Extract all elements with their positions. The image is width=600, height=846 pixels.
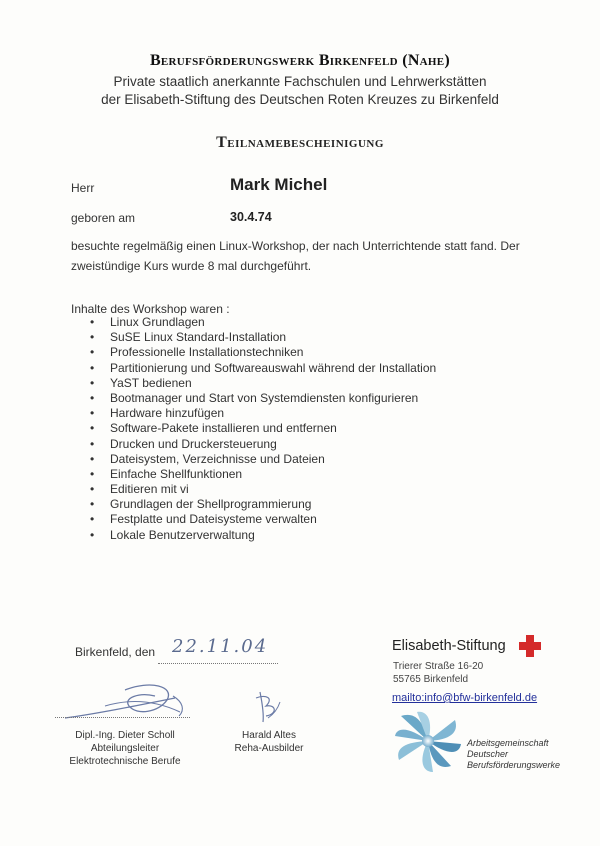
- topics-intro: Inhalte des Workshop waren :: [71, 302, 230, 316]
- handwritten-date: 22.11.04: [172, 636, 269, 657]
- signature-line-1: [55, 717, 190, 718]
- topic-item: • Festplatte und Dateisysteme verwalten: [90, 512, 436, 527]
- topic-item: • Lokale Benutzerverwaltung: [90, 528, 436, 543]
- signature-scholl: [55, 676, 195, 726]
- ag-line-1: Arbeitsgemeinschaft: [467, 738, 549, 748]
- topic-item: • Bootmanager und Start von Systemdiensten konfigurieren: [90, 391, 436, 406]
- signer1-name: Dipl.-Ing. Dieter Scholl: [75, 730, 175, 741]
- institution-email-link[interactable]: mailto:info@bfw-birkenfeld.de: [392, 692, 538, 704]
- ag-line-3: Berufsförderungswerke: [467, 760, 561, 770]
- topic-item: • SuSE Linux Standard-Installation: [90, 330, 436, 345]
- attendance-paragraph: besuchte regelmäßig einen Linux-Workshop, der nach Unterrichtende statt fand. Der zweistündige Kurs wurde 8 mal durchgeführt.: [71, 239, 520, 273]
- topic-item: • Linux Grundlagen: [90, 315, 436, 330]
- salutation-label: Herr: [71, 181, 95, 195]
- date-line: [158, 663, 278, 664]
- signer2-name: Harald Altes: [242, 730, 296, 741]
- topic-item: • Editieren mit vi: [90, 482, 436, 497]
- topic-item: • Einfache Shellfunktionen: [90, 467, 436, 482]
- topic-item: • Drucken und Druckersteuerung: [90, 437, 436, 452]
- topic-item: • YaST bedienen: [90, 376, 436, 391]
- institution-city: 55765 Birkenfeld: [393, 674, 469, 685]
- document-title: Teilnamebescheinigung: [216, 134, 384, 151]
- organization-subtitle-1: Private staatlich anerkannte Fachschulen und Lehrwerkstätten: [113, 74, 487, 89]
- institution-street: Trierer Straße 16-20: [393, 661, 484, 672]
- signature-altes: [248, 688, 288, 726]
- organization-name: Berufsförderungswerk Birkenfeld (Nahe): [149, 52, 451, 69]
- institution-name: Elisabeth-Stiftung: [392, 638, 506, 654]
- topic-item: • Professionelle Installationstechniken: [90, 345, 436, 360]
- place-date-label: Birkenfeld, den: [75, 645, 156, 659]
- birthdate-value: 30.4.74: [230, 210, 272, 224]
- signer1-role: Abteilungsleiter: [90, 743, 160, 754]
- topic-item: • Dateisystem, Verzeichnisse und Dateien: [90, 452, 436, 467]
- birthdate-label: geboren am: [71, 211, 136, 225]
- ag-line-2: Deutscher: [467, 749, 509, 759]
- topic-item: • Partitionierung und Softwareauswahl während der Installation: [90, 361, 436, 376]
- topic-item: • Grundlagen der Shellprogrammierung: [90, 497, 436, 512]
- topic-item: • Hardware hinzufügen: [90, 406, 436, 421]
- organization-subtitle-2: der Elisabeth-Stiftung des Deutschen Roten Kreuzes zu Birkenfeld: [101, 92, 499, 107]
- signer2-role: Reha-Ausbilder: [234, 743, 304, 754]
- signer1-dept: Elektrotechnische Berufe: [69, 756, 181, 767]
- recipient-name: Mark Michel: [230, 175, 328, 194]
- topic-item: • Software-Pakete installieren und entfernen: [90, 421, 436, 436]
- red-cross-icon: [518, 634, 542, 658]
- topics-list: [90, 315, 436, 543]
- ag-bfw-logo-icon: [393, 710, 463, 772]
